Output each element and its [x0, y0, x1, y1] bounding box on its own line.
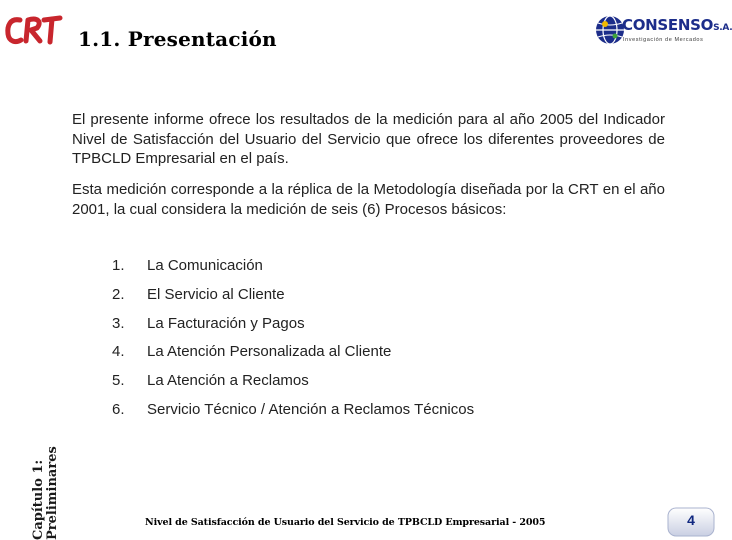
page-number-badge [666, 506, 716, 538]
intro-paragraph: El presente informe ofrece los resultados de la medición para al año 2005 del Indicador Nivel de Satisfacción del Usuario del Servicio que ofrece los diferentes proveedores de TPBCLD Empresarial en el país. [72, 111, 665, 167]
process-label: La Atención Personalizada al Cliente [147, 343, 392, 360]
consenso-logo [592, 10, 732, 50]
consenso-brand-name: CONSENSO [622, 16, 714, 34]
chapter-label: Capítulo 1: [31, 459, 46, 540]
consenso-brand-suffix: S.A. [713, 23, 732, 33]
crt-logo [4, 10, 62, 50]
process-number: 3. [112, 315, 125, 332]
consenso-tagline: Investigación de Mercados [623, 37, 704, 43]
process-number: 4. [112, 343, 125, 360]
process-number: 1. [112, 257, 125, 274]
process-label: El Servicio al Cliente [147, 286, 285, 303]
page-number: 4 [687, 512, 695, 528]
process-number: 5. [112, 372, 125, 389]
process-label: Servicio Técnico / Atención a Reclamos Técnicos [147, 401, 475, 418]
process-label: La Facturación y Pagos [147, 315, 305, 332]
process-number: 2. [112, 286, 125, 303]
page-title: 1.1. Presentación [78, 27, 277, 51]
methodology-paragraph: Esta medición corresponde a la réplica de la Metodología diseñada por la CRT en el año 2001, la cual considera la medición de seis (6) Procesos básicos: [72, 181, 665, 218]
process-label: La Comunicación [147, 257, 263, 274]
process-label: La Atención a Reclamos [147, 372, 309, 389]
footer-text: Nivel de Satisfacción de Usuario del Servicio de TPBCLD Empresarial - 2005 [145, 517, 546, 528]
chapter-title: Preliminares [45, 446, 60, 540]
chapter-sidebar [0, 420, 60, 540]
consenso-brand [622, 16, 732, 34]
process-number: 6. [112, 401, 125, 418]
